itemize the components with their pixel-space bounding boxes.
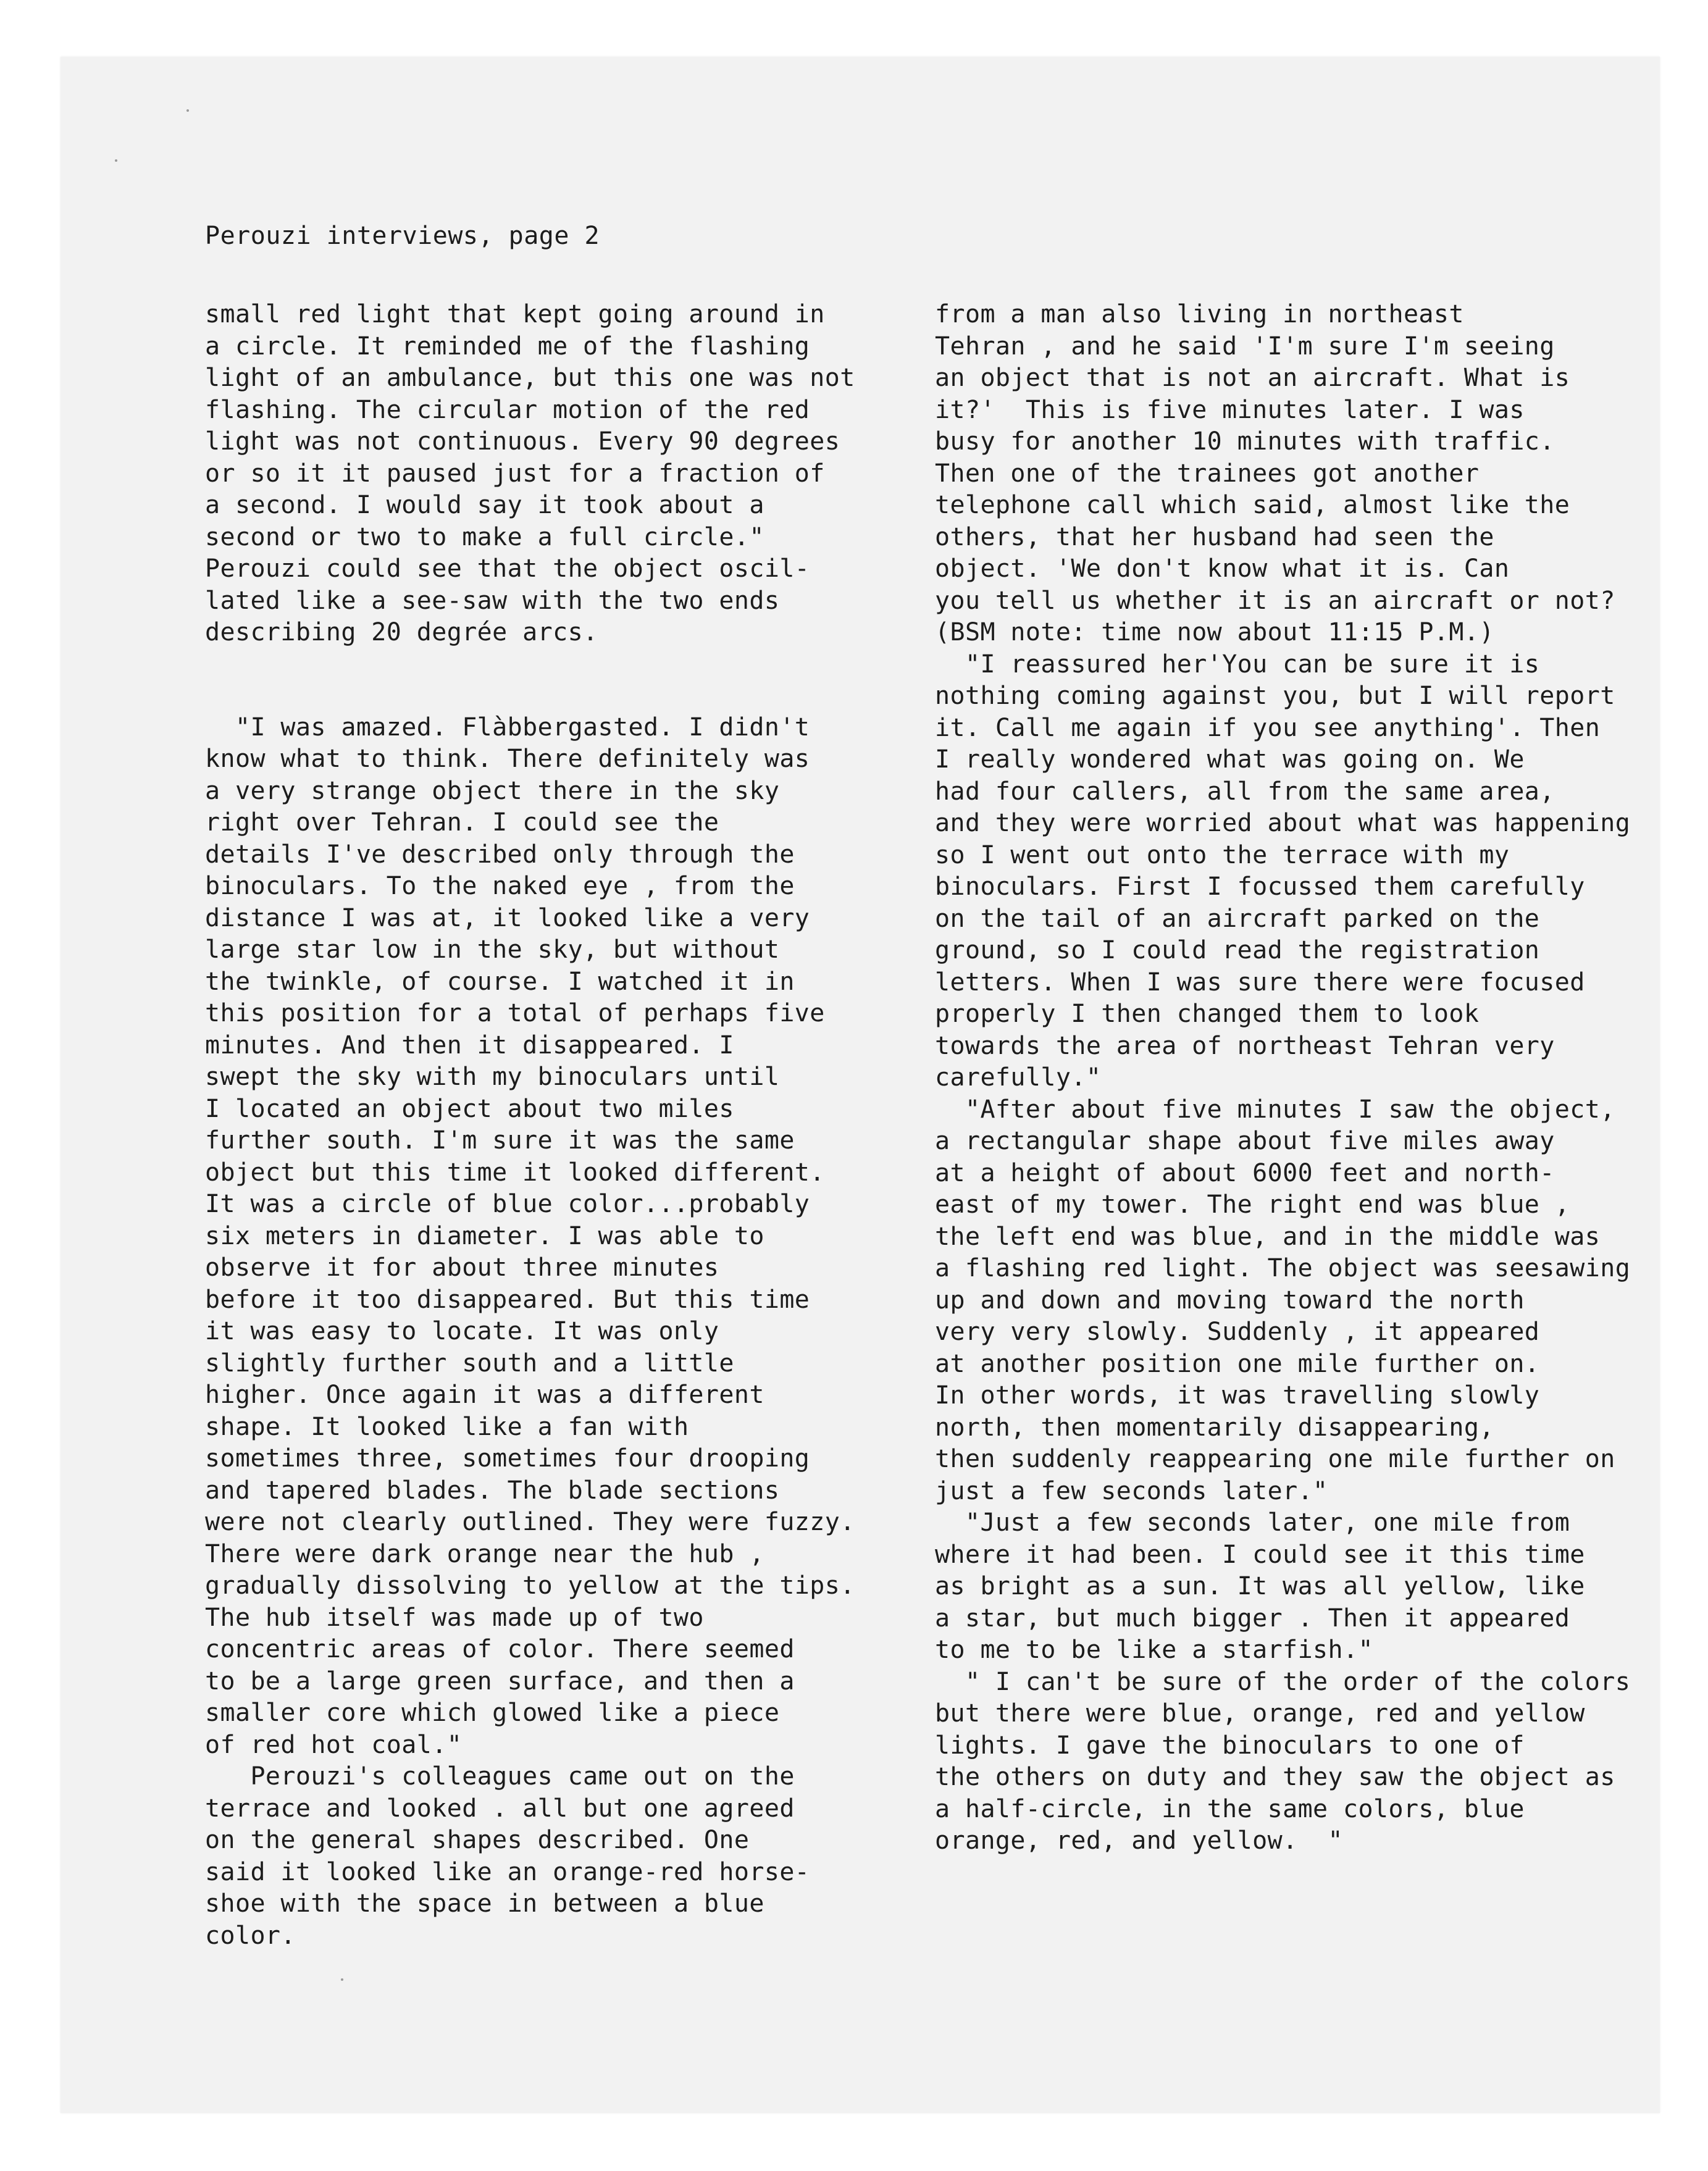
text-line: observe it for about three minutes xyxy=(205,1253,719,1282)
text-line: a second. I would say it took about a xyxy=(205,491,764,519)
left-paragraph-2 xyxy=(205,712,909,1952)
paper-speck xyxy=(186,109,189,112)
text-line: It was a circle of blue color...probably xyxy=(205,1190,810,1218)
text-line: at a height of about 6000 feet and north- xyxy=(935,1158,1555,1187)
text-line: details I've described only through the xyxy=(205,840,795,869)
text-line: "Just a few seconds later, one mile from xyxy=(935,1508,1570,1537)
text-line: right over Tehran. I could see the xyxy=(205,808,719,837)
text-line: ground, so I could read the registration xyxy=(935,936,1540,964)
text-line: from a man also living in northeast xyxy=(935,300,1464,328)
text-line: In other words, it was travelling slowly xyxy=(935,1381,1540,1410)
text-line: "I was amazed. Flàbbergasted. I didn't xyxy=(205,713,810,742)
text-line: I located an object about two miles xyxy=(205,1094,734,1123)
text-line: before it too disappeared. But this time xyxy=(205,1285,810,1314)
text-line: distance I was at, it looked like a very xyxy=(205,903,810,932)
text-line: know what to think. There definitely was xyxy=(205,745,810,773)
text-line: concentric areas of color. There seemed xyxy=(205,1635,795,1663)
right-column xyxy=(935,299,1660,1857)
text-line: shoe with the space in between a blue xyxy=(205,1889,764,1918)
text-line: a flashing red light. The object was seesawing xyxy=(935,1254,1631,1282)
text-line: a star, but much bigger . Then it appeared xyxy=(935,1604,1570,1633)
text-line: Tehran , and he said 'I'm sure I'm seeing xyxy=(935,332,1555,361)
text-line: very very slowly. Suddenly , it appeared xyxy=(935,1318,1540,1346)
text-line: binoculars. First I focussed them carefully xyxy=(935,872,1585,901)
text-line: light of an ambulance, but this one was not xyxy=(205,364,855,392)
paper-speck xyxy=(115,159,117,162)
text-line: higher. Once again it was a different xyxy=(205,1381,764,1409)
text-line: further south. I'm sure it was the same xyxy=(205,1126,795,1155)
text-line: large star low in the sky, but without xyxy=(205,935,780,964)
text-line: minutes. And then it disappeared. I xyxy=(205,1031,734,1060)
text-line: " I can't be sure of the order of the colors xyxy=(935,1667,1631,1696)
text-line: to me to be like a starfish." xyxy=(935,1636,1373,1664)
text-line: smaller core which glowed like a piece xyxy=(205,1699,780,1727)
text-line: sometimes three, sometimes four drooping xyxy=(205,1444,810,1473)
left-paragraph-1 xyxy=(205,299,909,649)
text-line: terrace and looked . all but one agreed xyxy=(205,1794,795,1823)
text-line: east of my tower. The right end was blue , xyxy=(935,1190,1570,1219)
text-line: had four callers, all from the same area, xyxy=(935,777,1555,806)
text-line: just a few seconds later." xyxy=(935,1476,1328,1505)
text-line: it. Call me again if you see anything'. Then xyxy=(935,713,1601,742)
text-line: There were dark orange near the hub , xyxy=(205,1539,764,1568)
text-line: at another position one mile further on. xyxy=(935,1349,1540,1378)
text-line: where it had been. I could see it this time xyxy=(935,1540,1585,1569)
text-line: light was not continuous. Every 90 degrees xyxy=(205,427,840,456)
text-line: up and down and moving toward the north xyxy=(935,1286,1525,1315)
text-line: it was easy to locate. It was only xyxy=(205,1317,719,1345)
text-line: this position for a total of perhaps five xyxy=(205,999,825,1027)
text-line: and tapered blades. The blade sections xyxy=(205,1476,780,1505)
text-line: letters. When I was sure there were focused xyxy=(935,968,1585,997)
text-line: to be a large green surface, and then a xyxy=(205,1667,795,1696)
text-line: the others on duty and they saw the object as xyxy=(935,1763,1615,1791)
text-line: as bright as a sun. It was all yellow, like xyxy=(935,1572,1585,1600)
text-line: lights. I gave the binoculars to one of xyxy=(935,1731,1525,1760)
text-line: binoculars. To the naked eye , from the xyxy=(205,872,795,900)
text-line: the left end was blue, and in the middle was xyxy=(935,1222,1601,1251)
text-line: Then one of the trainees got another xyxy=(935,459,1480,488)
text-line: I really wondered what was going on. We xyxy=(935,745,1525,774)
text-line: shape. It looked like a fan with xyxy=(205,1412,689,1441)
text-line: small red light that kept going around in xyxy=(205,300,825,328)
text-line: on the general shapes described. One xyxy=(205,1826,750,1854)
text-line: the twinkle, of course. I watched it in xyxy=(205,967,795,996)
text-line: slightly further south and a little xyxy=(205,1349,734,1378)
left-column xyxy=(205,299,909,1952)
text-line: telephone call which said, almost like the xyxy=(935,491,1570,519)
text-line: properly I then changed them to look xyxy=(935,1000,1480,1028)
text-line: color. xyxy=(205,1921,296,1950)
text-line: orange, red, and yellow. " xyxy=(935,1826,1344,1855)
paper-speck xyxy=(341,1978,343,1981)
text-line: you tell us whether it is an aircraft or not? xyxy=(935,586,1615,615)
text-line: a circle. It reminded me of the flashing xyxy=(205,332,810,361)
text-line: others, that her husband had seen the xyxy=(935,522,1494,551)
text-line: "After about five minutes I saw the object, xyxy=(935,1095,1615,1124)
text-line: nothing coming against you, but I will report xyxy=(935,682,1615,710)
text-line: of red hot coal." xyxy=(205,1730,463,1759)
text-line: carefully." xyxy=(935,1063,1102,1092)
page-header: Perouzi interviews, page 2 xyxy=(205,222,600,250)
text-line: lated like a see-saw with the two ends xyxy=(205,586,780,615)
text-line: so I went out onto the terrace with my xyxy=(935,840,1510,869)
text-line: towards the area of northeast Tehran very xyxy=(935,1031,1555,1060)
text-line: object but this time it looked different. xyxy=(205,1158,825,1187)
right-paragraphs xyxy=(935,299,1660,1857)
text-line: object. 'We don't know what it is. Can xyxy=(935,554,1510,583)
text-line: then suddenly reappearing one mile further on xyxy=(935,1445,1615,1473)
text-line: were not clearly outlined. They were fuzzy. xyxy=(205,1508,855,1536)
text-line: or so it it paused just for a fraction of xyxy=(205,459,825,488)
text-line: six meters in diameter. I was able to xyxy=(205,1221,764,1250)
text-line: a rectangular shape about five miles away xyxy=(935,1127,1555,1155)
text-line: busy for another 10 minutes with traffic. xyxy=(935,427,1555,456)
text-line: but there were blue, orange, red and yellow xyxy=(935,1699,1585,1728)
text-line: north, then momentarily disappearing, xyxy=(935,1413,1494,1442)
text-line: and they were worried about what was happening xyxy=(935,809,1631,837)
text-line: swept the sky with my binoculars until xyxy=(205,1063,780,1091)
text-line: a very strange object there in the sky xyxy=(205,776,780,805)
text-line: The hub itself was made up of two xyxy=(205,1603,704,1632)
text-line: gradually dissolving to yellow at the tips. xyxy=(205,1571,855,1600)
text-line: second or two to make a full circle." xyxy=(205,522,764,551)
text-line: describing 20 degrée arcs. xyxy=(205,618,598,646)
text-line: "I reassured her'You can be sure it is xyxy=(935,650,1540,679)
text-line: (BSM note: time now about 11:15 P.M.) xyxy=(935,618,1494,646)
text-line: said it looked like an orange-red horse- xyxy=(205,1857,810,1886)
text-line: a half-circle, in the same colors, blue xyxy=(935,1794,1525,1823)
text-line: on the tail of an aircraft parked on the xyxy=(935,904,1540,933)
text-line: it?' This is five minutes later. I was xyxy=(935,395,1525,424)
text-line: an object that is not an aircraft. What is xyxy=(935,364,1570,392)
text-line: Perouzi could see that the object oscil- xyxy=(205,554,810,583)
text-line: Perouzi's colleagues came out on the xyxy=(205,1762,795,1791)
paragraph-gap xyxy=(205,649,909,712)
text-line: flashing. The circular motion of the red xyxy=(205,395,810,424)
